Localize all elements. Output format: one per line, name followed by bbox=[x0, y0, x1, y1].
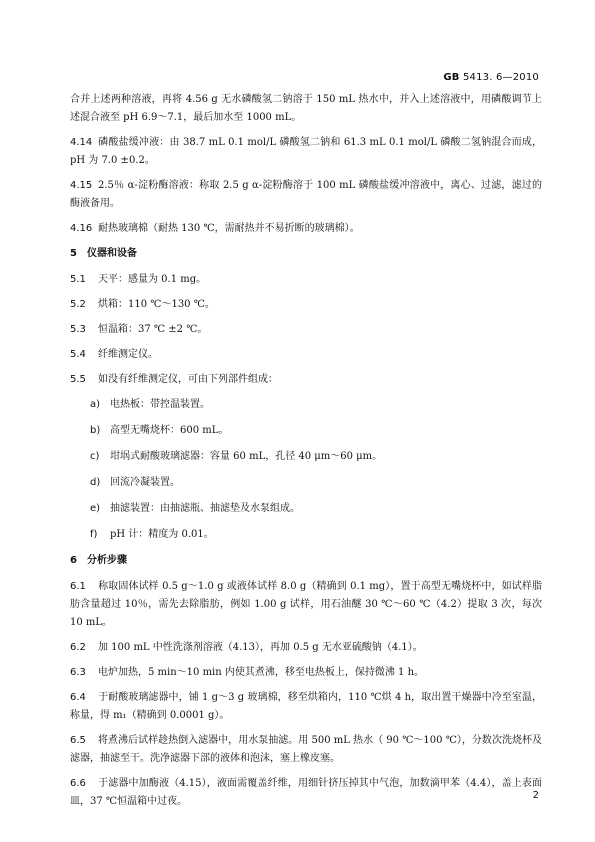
continuation-paragraph bbox=[70, 91, 542, 127]
standard-prefix: GB bbox=[443, 72, 460, 83]
clause-5-3 bbox=[70, 321, 542, 339]
clause-5-4 bbox=[70, 346, 542, 364]
list-text: 高型无嘴烧杯：600 mL。 bbox=[110, 425, 229, 436]
standard-header bbox=[443, 72, 539, 83]
clause-text: 烘箱：110 ℃～130 ℃。 bbox=[98, 299, 215, 310]
clause-number: 5.4 bbox=[70, 349, 86, 360]
clause-text: 称取固体试样 0.5 g～1.0 g 或液体试样 8.0 g（精确到 0.1 mg），置于高型无嘴烧杯中，如试样脂肪含量超过 10％，需先去除脂肪，例如 1.00 g 试样，用石油醚 30 ℃～60 ℃（4.2）提取 3 次，每次 10 mL。 bbox=[70, 581, 542, 628]
clause-number: 6.6 bbox=[70, 778, 86, 789]
clause-6-1 bbox=[70, 578, 542, 632]
clause-number: 5.3 bbox=[70, 324, 86, 335]
list-item-b bbox=[90, 422, 542, 440]
clause-5-2 bbox=[70, 296, 542, 314]
clause-4-16 bbox=[70, 220, 542, 238]
clause-number: 5.1 bbox=[70, 274, 86, 285]
clause-4-15 bbox=[70, 177, 542, 213]
clause-text: 于滤器中加酶液（4.15），液面需覆盖纤维，用细针挤压掉其中气泡，加数滴甲苯（4.4），盖上表面皿，37 ℃恒温箱中过夜。 bbox=[70, 778, 542, 807]
clause-number: 6.4 bbox=[70, 692, 86, 703]
list-item-c bbox=[90, 448, 542, 466]
clause-number: 4.15 bbox=[70, 180, 93, 191]
clause-text: 电炉加热，5 min～10 min 内使其煮沸，移至电热板上，保持微沸 1 h。 bbox=[98, 667, 425, 678]
standard-code: 5413. 6—2010 bbox=[459, 72, 539, 83]
list-text: 回流冷凝装置。 bbox=[110, 477, 180, 488]
clause-number: 4.14 bbox=[70, 137, 93, 148]
list-marker: a) bbox=[90, 399, 101, 410]
list-marker: c) bbox=[90, 451, 100, 462]
list-marker: b) bbox=[90, 425, 101, 436]
clause-text: 纤维测定仪。 bbox=[98, 349, 158, 360]
clause-5-5 bbox=[70, 371, 542, 389]
clause-text: 磷酸盐缓冲液：由 38.7 mL 0.1 mol/L 磷酸氢二钠和 61.3 mL 0.1 mol/L 磷酸二氢钠混合而成，pH 为 7.0 ±0.2。 bbox=[70, 137, 542, 166]
list-marker: d) bbox=[90, 477, 101, 488]
clause-6-5 bbox=[70, 732, 542, 768]
list-item-d bbox=[90, 474, 542, 492]
clause-text: 加 100 mL 中性洗涤剂溶液（4.13），再加 0.5 g 无水亚硫酸钠（4.1）。 bbox=[98, 642, 423, 653]
list-text: 抽滤装置：由抽滤瓶、抽滤垫及水泵组成。 bbox=[110, 503, 300, 514]
clause-4-14 bbox=[70, 134, 542, 170]
clause-number: 5.2 bbox=[70, 299, 86, 310]
clause-text: 将煮沸后试样趁热倒入滤器中，用水泵抽滤。用 500 mL 热水（ 90 ℃～100 ℃），分数次洗烧杯及滤器，抽滤至干。洗净滤器下部的液体和泡沫，塞上橡皮塞。 bbox=[70, 735, 542, 764]
clause-number: 6.5 bbox=[70, 735, 86, 746]
clause-5-1 bbox=[70, 271, 542, 289]
list-marker: f) bbox=[90, 529, 98, 540]
clause-6-4 bbox=[70, 689, 542, 725]
list-text: 电热板：带控温装置。 bbox=[110, 399, 210, 410]
list-marker: e) bbox=[90, 503, 101, 514]
clause-6-2 bbox=[70, 639, 542, 657]
list-item-f bbox=[90, 526, 542, 544]
clause-text: 天平：感量为 0.1 mg。 bbox=[98, 274, 207, 285]
clause-number: 5.5 bbox=[70, 374, 86, 385]
clause-text: 恒温箱：37 ℃ ±2 ℃。 bbox=[98, 324, 208, 335]
list-item-a bbox=[90, 396, 542, 414]
clause-text: 如没有纤维测定仪，可由下列部件组成： bbox=[98, 374, 278, 385]
section-6-title: 6 分析步骤 bbox=[70, 555, 127, 566]
clause-number: 6.3 bbox=[70, 667, 86, 678]
list-text: 坩埚式耐酸玻璃滤器：容量 60 mL，孔径 40 μm～60 μm。 bbox=[110, 451, 383, 462]
clause-text: 耐热玻璃棉（耐热 130 ℃，需耐热并不易折断的玻璃棉）。 bbox=[98, 223, 360, 234]
main-content bbox=[70, 91, 542, 818]
clause-text: 于耐酸玻璃滤器中，铺 1 g～3 g 玻璃棉，移至烘箱内，110 ℃烘 4 h，取出置干燥器中冷至室温，称量，得 m₁（精确到 0.0001 g）。 bbox=[70, 692, 542, 721]
paragraph-text: 合并上述两种溶液，再将 4.56 g 无水磷酸氢二钠溶于 150 mL 热水中，并入上述溶液中，用磷酸调节上述混合液至 pH 6.9～7.1，最后加水至 1000 mL。 bbox=[70, 94, 542, 123]
clause-number: 4.16 bbox=[70, 223, 93, 234]
clause-6-3 bbox=[70, 664, 542, 682]
section-5-title: 5 仪器和设备 bbox=[70, 248, 137, 259]
clause-text: 2.5％ α-淀粉酶溶液：称取 2.5 g α-淀粉酶溶于 100 mL 磷酸盐缓冲溶液中，离心、过滤，滤过的酶液备用。 bbox=[70, 180, 542, 209]
list-item-e bbox=[90, 500, 542, 518]
clause-number: 6.2 bbox=[70, 642, 86, 653]
clause-number: 6.1 bbox=[70, 581, 86, 592]
list-text: pH 计：精度为 0.01。 bbox=[110, 529, 214, 540]
clause-6-6 bbox=[70, 775, 542, 811]
page-number: 2 bbox=[532, 790, 539, 801]
